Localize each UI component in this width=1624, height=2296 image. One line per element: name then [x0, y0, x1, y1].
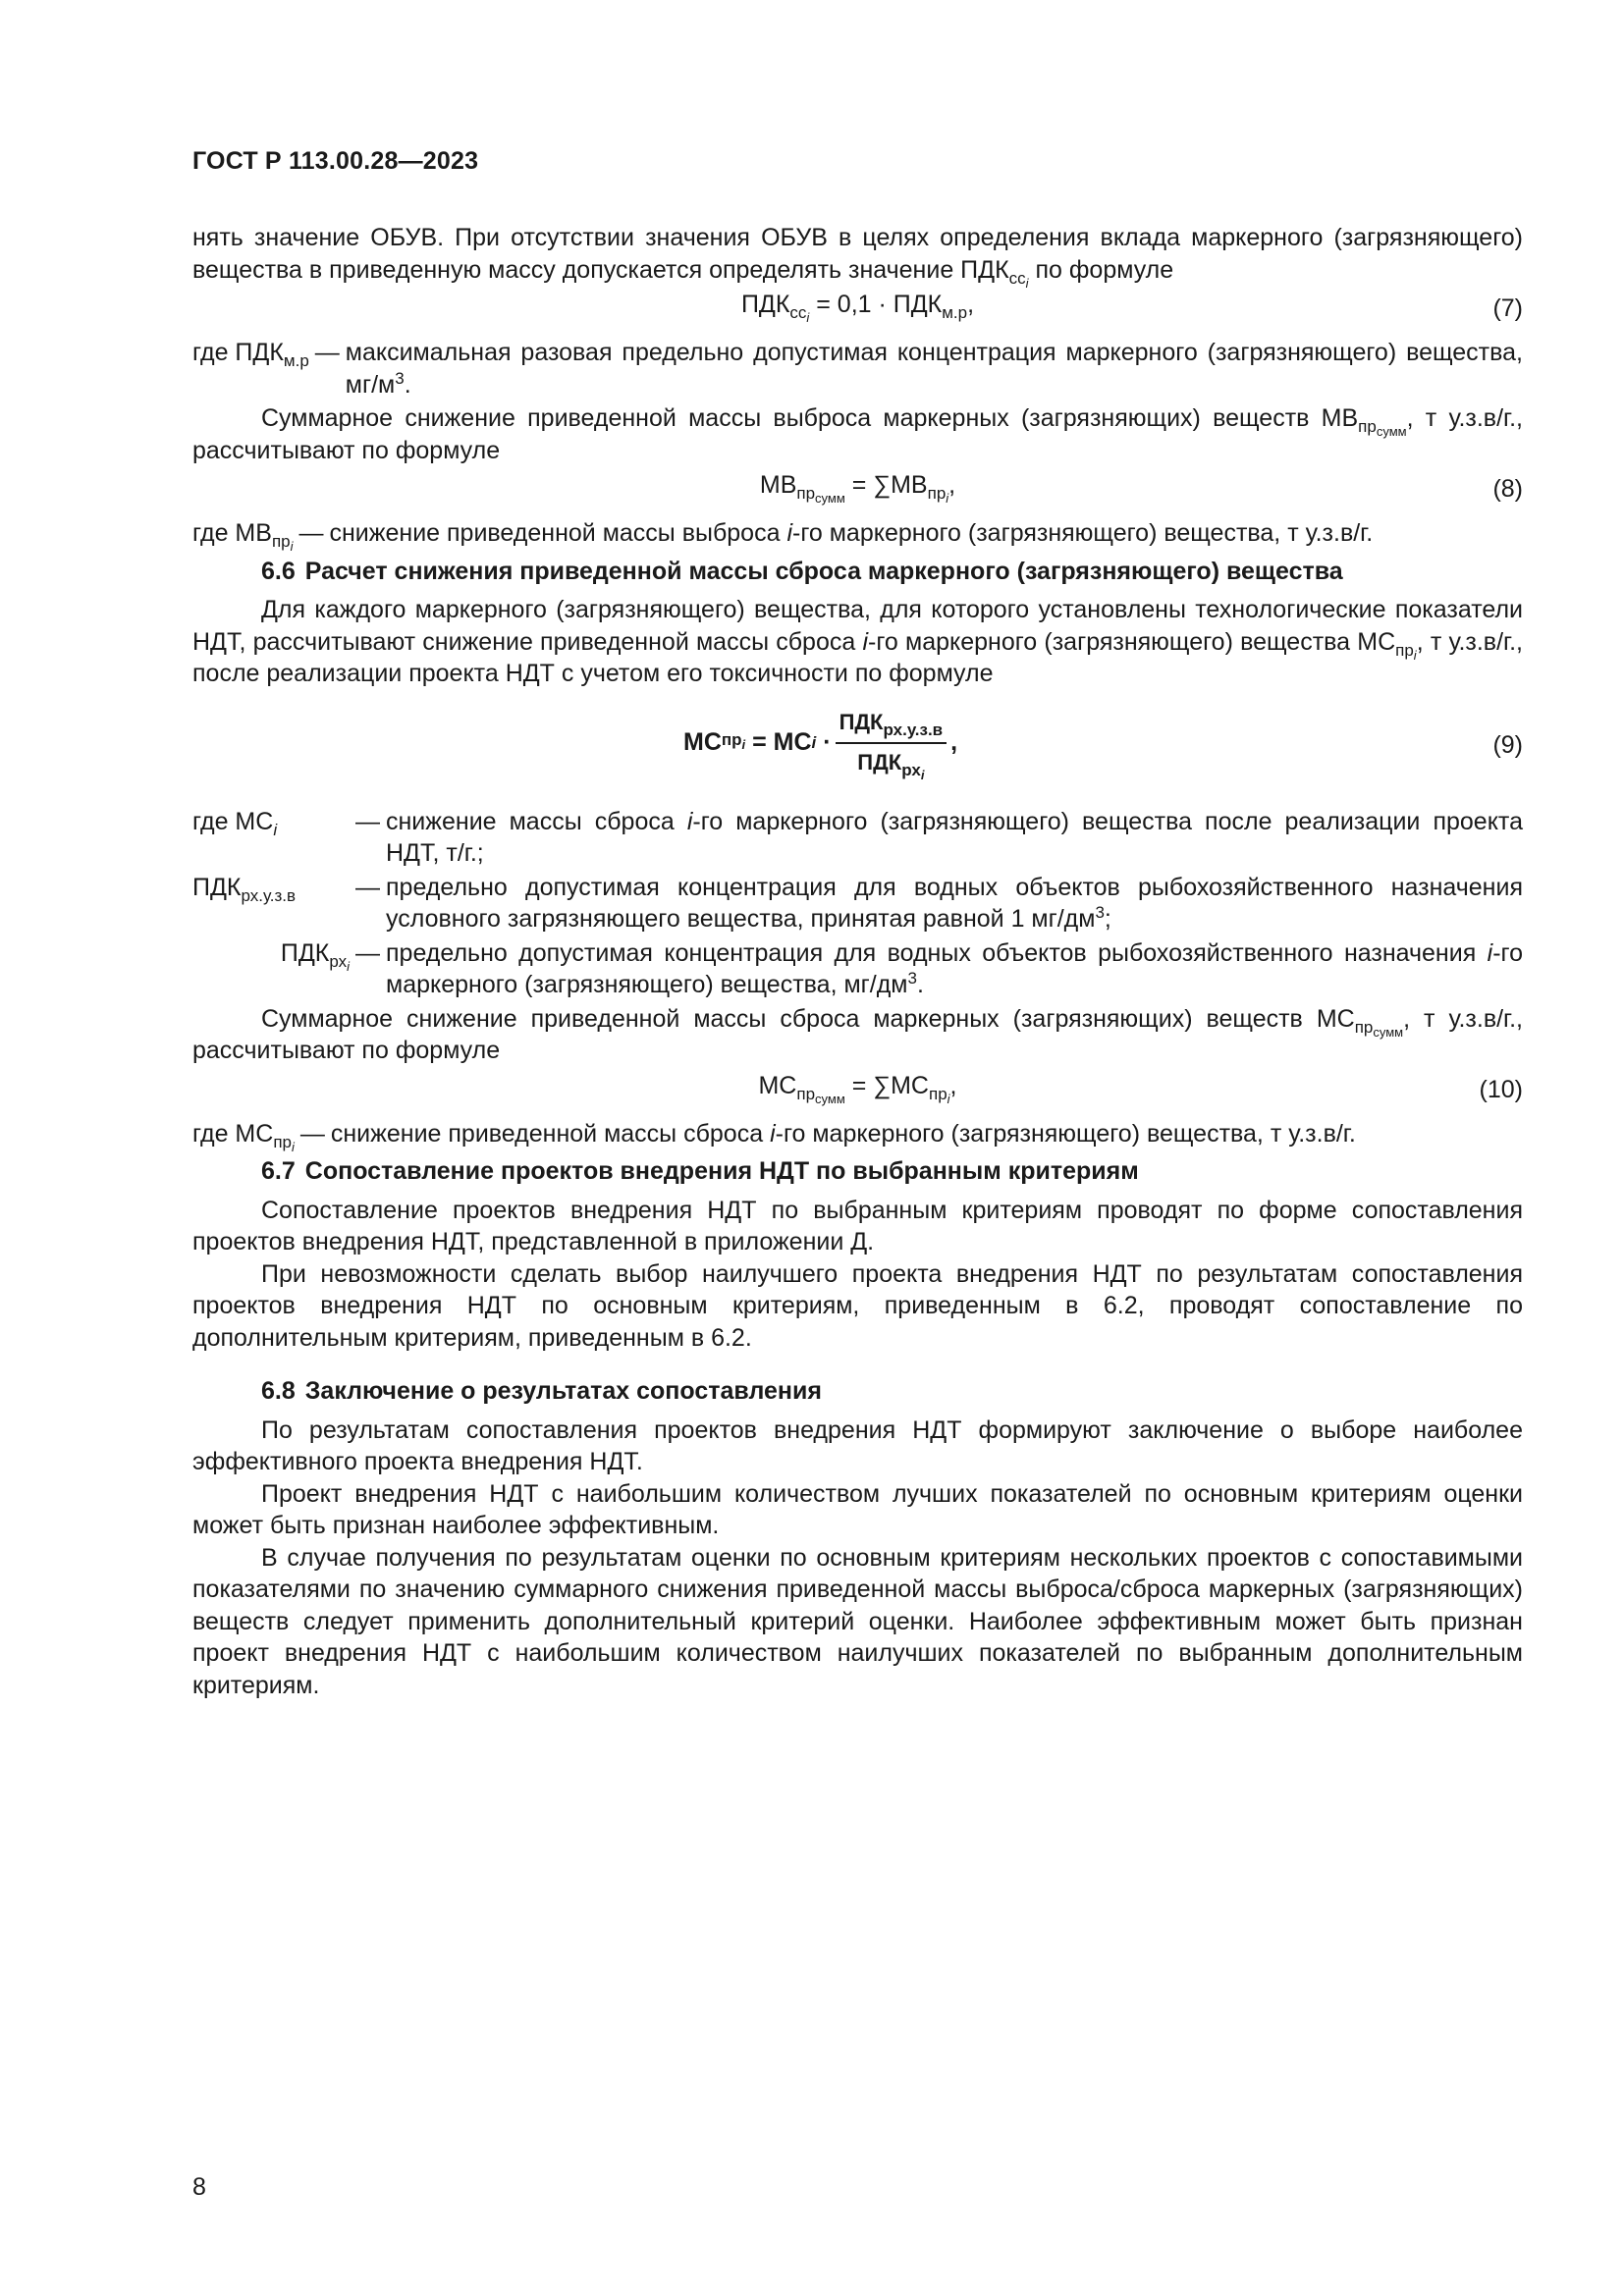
section-heading-6-6: 6.6 Расчет снижения приведенной массы сброса маркерного (загрязняющего) вещества: [261, 557, 1343, 585]
paragraph-conclusion: По результатам сопоставления проектов внедрения НДТ формируют заключение о выборе наиболее эффективного проекта внедрения НДТ.: [192, 1415, 1523, 1475]
paragraph-comparison-form: Сопоставление проектов внедрения НДТ по выбранным критериям проводят по форме сопоставления проектов внедрения НДТ, представленной в приложении Д.: [192, 1196, 1523, 1255]
where-clause-10: где $МС_{пр_i}$ — снижение приведенной массы сброса i-го маркерного (загрязняющего) вещества, т у.з.в/г.: [192, 1119, 1356, 1154]
where-clause-8: где $МВ_{пр_i}$ — снижение приведенной массы выброса i-го маркерного (загрязняющего) вещества, т у.з.в/г.: [192, 519, 1374, 554]
formula-number: (9): [1492, 730, 1523, 759]
fraction: $\frac{ПДК_{рх.у.з.в}}{ПДК_{рх_i}}$: [836, 707, 947, 778]
where-clause-7: где $ПДК_{м.р}$ — максимальная разовая предельно допустимая концентрация маркерного (загрязняющего) вещества, $мг/м^3$.: [192, 339, 1523, 399]
document-body: [192, 222, 1523, 1701]
where-clause-9b: $ПДК_{рх.у.з.в}$ — предельно допустимая концентрация для водных объектов рыбохозяйственного назначения условного загрязняющего вещества, принятая равной 1 $мг/дм^3$;: [192, 873, 1523, 933]
paragraph-obuv: нять значение ОБУВ. При отсутствии значения ОБУВ в целях определения вклада маркерного (загрязняющего) вещества в приведенную массу допускается определять значение $ПДК_{cc_i}$ по формуле: [192, 224, 1523, 291]
paragraph-tie-break: В случае получения по результатам оценки по основным критериям нескольких проектов с сопоставимыми показателями по значению суммарного снижения приведенной массы выброса/сброса маркерных (загрязняющих) веществ следует применить дополнительный критерий оценки. Наиболее эффективным может быть признан проект внедрения НДТ с наибольшим количеством наилучших показателей по выбранным дополнительным критериям.: [192, 1543, 1523, 1699]
document-header: ГОСТ Р 113.00.28—2023: [192, 147, 479, 175]
page-number: 8: [192, 2173, 206, 2201]
formula-number: (7): [1492, 294, 1523, 322]
paragraph-additional-criteria: При невозможности сделать выбор наилучшего проекта внедрения НДТ по результатам сопоставления проектов внедрения НДТ по основным критериям, приведенным в 6.2, проводят сопоставление по дополнительным критериям, приведенным в 6.2.: [192, 1259, 1523, 1352]
formula-9: МС $пр_i$ = МС i · $\frac{ПДК_{рх.у.з.в}}{ПДК_{рх_i}}$ , (9): [192, 694, 1523, 800]
section-heading-6-8: 6.8 Заключение о результатах сопоставления: [261, 1377, 822, 1405]
section-heading-6-7: 6.7 Сопоставление проектов внедрения НДТ по выбранным критериям: [261, 1157, 1139, 1185]
formula-7: $ПДК_{cc_i} = 0,1 \cdot ПДК_{м.р}$, (7): [740, 291, 1523, 325]
fraction-bar: [836, 742, 947, 744]
paragraph-best-project: Проект внедрения НДТ с наибольшим количеством лучших показателей по основным критериям оценки может быть признан наиболее эффективным.: [192, 1479, 1523, 1539]
where-clause-9a: где $МС_i$ — снижение массы сброса i-го маркерного (загрязняющего) вещества после реализации проекта НДТ, т/г.;: [192, 807, 1523, 867]
formula-number: (8): [1492, 475, 1523, 503]
paragraph-ms-sum: Суммарное снижение приведенной массы сброса маркерных (загрязняющих) веществ $МС_{пр_{сумм}}$, т у.з.в/г., рассчитывают по формуле: [192, 1004, 1524, 1064]
where-clause-9c: $ПДК_{рх_i}$ — предельно допустимая концентрация для водных объектов рыбохозяйственного назначения i-го маркерного (загрязняющего) вещества, $мг/дм^3$.: [280, 938, 1523, 998]
paragraph-mv-sum: Суммарное снижение приведенной массы выброса маркерных (загрязняющих) веществ $МВ_{пр_{сумм}}$, т у.з.в/г., рассчитывают по формуле: [192, 404, 1523, 464]
formula-8: $МВ_{пр_{сумм}} = \sum МВ_{пр_i}$, (8): [759, 471, 1523, 506]
formula-number: (10): [1479, 1075, 1523, 1103]
formula-10: $МС_{пр_{сумм}} = \sum МС_{пр_i}$, (10): [758, 1071, 1523, 1106]
paragraph-ms-intro: Для каждого маркерного (загрязняющего) вещества, для которого установлены технологические показатели НДТ, рассчитывают снижение приведенной массы сброса i-го маркерного (загрязняющего) вещества $МС_{пр_i}$, т у.з.в/г., после реализации проекта НДТ с учетом его токсичности по формуле: [192, 596, 1523, 687]
